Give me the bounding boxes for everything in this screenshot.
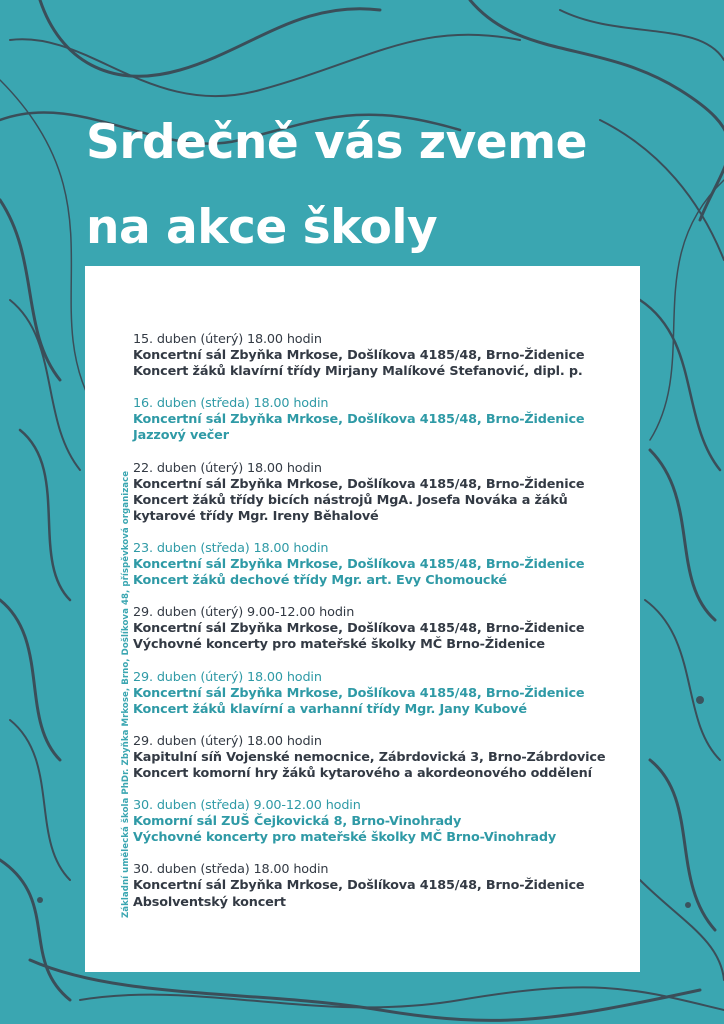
event-item — [133, 541, 628, 589]
event-description: Absolventský koncert — [133, 894, 286, 910]
event-date: 30. duben (středa) 18.00 hodin — [133, 862, 329, 878]
event-description: Jazzový večer — [133, 428, 229, 444]
event-venue: Koncertní sál Zbyňka Mrkose, Došlíkova 4185/48, Brno-Židenice — [133, 412, 585, 428]
event-item — [133, 670, 628, 718]
event-venue: Koncertní sál Zbyňka Mrkose, Došlíkova 4185/48, Brno-Židenice — [133, 348, 585, 364]
event-date: 29. duben (úterý) 18.00 hodin — [133, 669, 322, 685]
event-date: 16. duben (středa) 18.00 hodin — [133, 396, 329, 412]
event-date: 22. duben (úterý) 18.00 hodin — [133, 460, 322, 476]
events-list — [133, 332, 628, 911]
page-title — [86, 100, 686, 270]
title-line-2: na akce školy — [86, 200, 438, 255]
event-venue: Koncertní sál Zbyňka Mrkose, Došlíkova 4185/48, Brno-Židenice — [133, 685, 585, 701]
event-item — [133, 332, 628, 380]
event-venue: Koncertní sál Zbyňka Mrkose, Došlíkova 4185/48, Brno-Židenice — [133, 621, 585, 637]
event-venue: Koncertní sál Zbyňka Mrkose, Došlíkova 4185/48, Brno-Židenice — [133, 878, 585, 894]
event-item — [133, 605, 628, 653]
event-date: 29. duben (úterý) 9.00-12.00 hodin — [133, 605, 355, 621]
event-item — [133, 734, 628, 782]
event-description: Výchovné koncerty pro mateřské školky MČ Brno-Židenice — [133, 637, 545, 653]
school-name-vertical: Základní umělecká škola PhDr. Zbyňka Mrkose, Brno, Došlíkova 48, příspěvková organizace — [121, 470, 131, 918]
event-description: Koncert komorní hry žáků kytarového a akordeonového oddělení — [133, 765, 592, 781]
event-venue: Kapitulní síň Vojenské nemocnice, Zábrdovická 3, Brno-Zábrdovice — [133, 749, 606, 765]
event-description: Koncert žáků klavírní a varhanní třídy Mgr. Jany Kubové — [133, 701, 527, 717]
event-description: Koncert žáků dechové třídy Mgr. art. Evy Chomoucké — [133, 573, 507, 589]
event-venue: Komorní sál ZUŠ Čejkovická 8, Brno-Vinohrady — [133, 814, 462, 830]
event-date: 29. duben (úterý) 18.00 hodin — [133, 733, 322, 749]
event-item — [133, 396, 628, 444]
event-venue: Koncertní sál Zbyňka Mrkose, Došlíkova 4185/48, Brno-Židenice — [133, 557, 585, 573]
event-item — [133, 862, 628, 910]
event-description: Výchovné koncerty pro mateřské školky MČ Brno-Vinohrady — [133, 830, 557, 846]
event-item — [133, 461, 628, 525]
event-description: Koncert žáků třídy bicích nástrojů MgA. Josefa Nováka a žáků kytarové třídy Mgr. Ireny Běhalové — [133, 492, 568, 524]
event-date: 23. duben (středa) 18.00 hodin — [133, 540, 329, 556]
title-line-1: Srdečně vás zveme — [86, 115, 588, 170]
event-item — [133, 798, 628, 846]
event-description: Koncert žáků klavírní třídy Mirjany Malíkové Stefanović, dipl. p. — [133, 364, 583, 380]
event-date: 15. duben (úterý) 18.00 hodin — [133, 332, 322, 347]
event-venue: Koncertní sál Zbyňka Mrkose, Došlíkova 4185/48, Brno-Židenice — [133, 476, 585, 492]
event-date: 30. duben (středa) 9.00-12.00 hodin — [133, 798, 361, 814]
